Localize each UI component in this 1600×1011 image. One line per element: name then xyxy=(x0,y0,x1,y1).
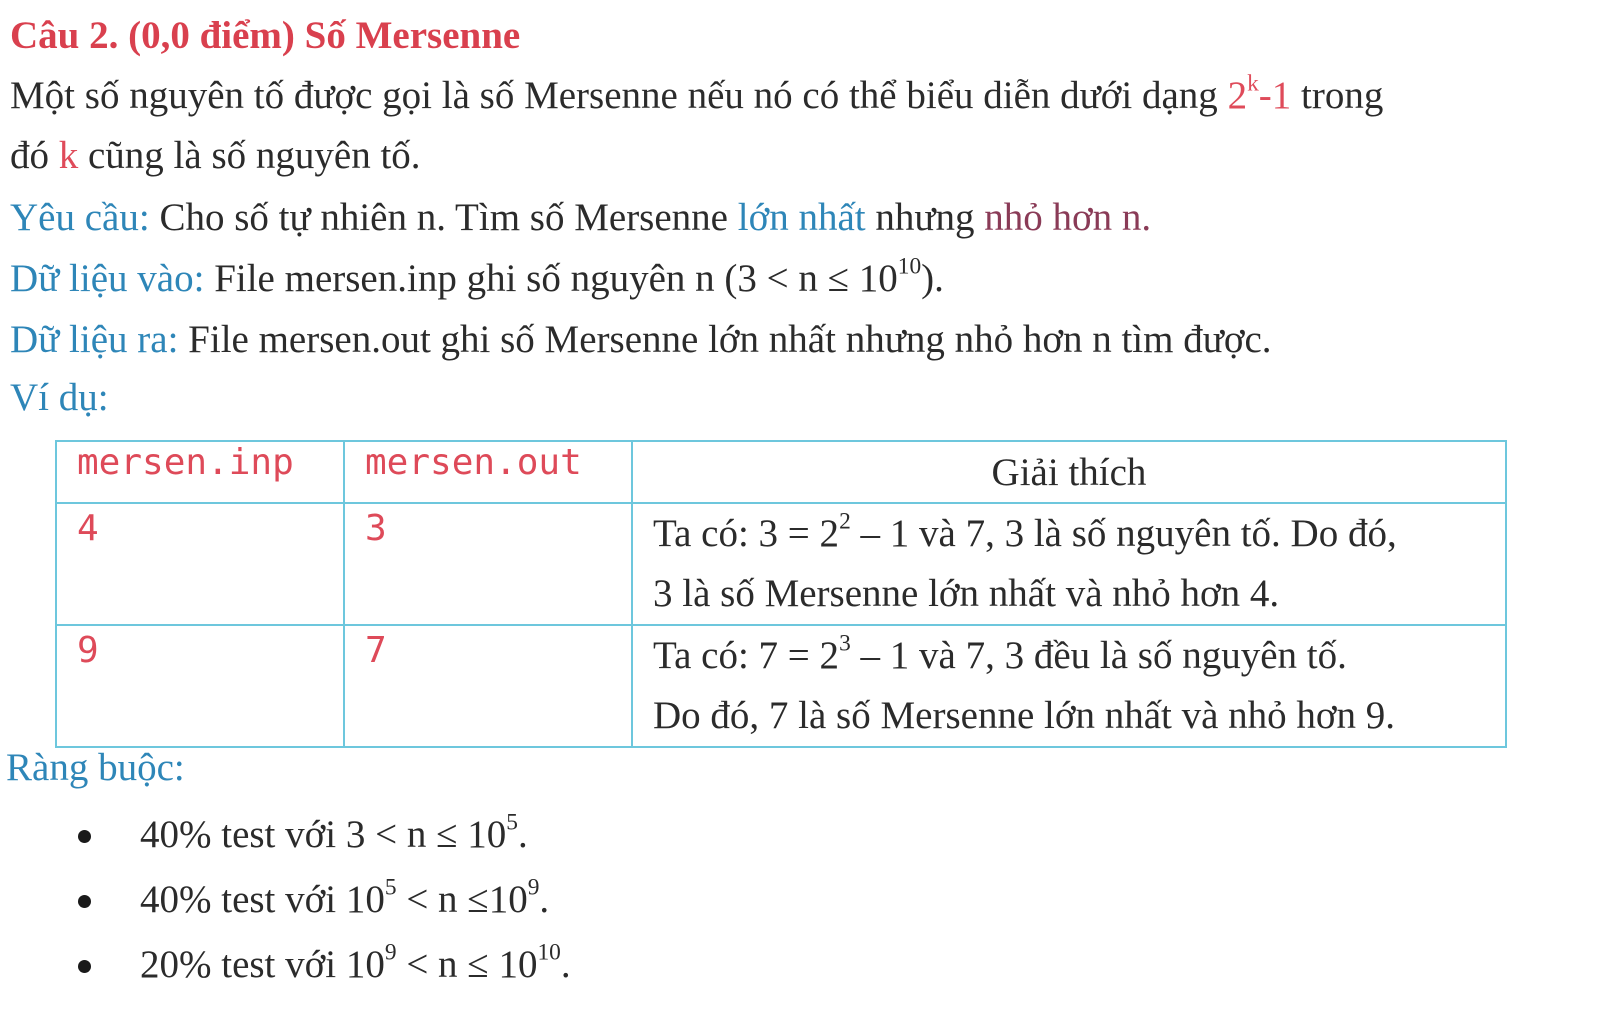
row1-explanation xyxy=(632,503,1506,625)
constraint-1-exponent: 5 xyxy=(506,809,518,836)
constraint-2-exponent-2: 9 xyxy=(527,874,540,901)
row1-explanation-line2: 3 là số Mersenne lớn nhất và nhỏ hơn 4. xyxy=(653,572,1280,615)
variable-k: k xyxy=(58,134,79,177)
constraints-list xyxy=(70,805,571,1000)
requirement-highlight-smaller: nhỏ hơn n. xyxy=(984,196,1152,239)
example-label: Ví dụ: xyxy=(10,376,109,419)
constraint-3-tail: . xyxy=(560,943,571,986)
formula-exponent: k xyxy=(1247,70,1259,97)
constraint-2-tail: . xyxy=(539,878,550,921)
formula-base: 2 xyxy=(1227,74,1248,117)
row2-explanation xyxy=(632,625,1506,747)
row1-input: 4 xyxy=(56,503,344,625)
intro-text: Một số nguyên tố được gọi là số Mersenne nếu nó có thể biểu diễn dưới dạng xyxy=(10,74,1228,117)
requirement-text-2: nhưng xyxy=(865,196,985,239)
bullet-icon xyxy=(78,960,91,973)
constraint-2-exponent: 5 xyxy=(384,874,397,901)
requirement-highlight-largest: lớn nhất xyxy=(737,196,866,239)
header-output-file: mersen.out xyxy=(344,441,632,503)
table-row xyxy=(56,503,1506,625)
list-item xyxy=(70,870,571,935)
intro-line-2 xyxy=(10,134,421,178)
constraint-1-tail: . xyxy=(517,813,528,856)
row1-expl-start: Ta có: 3 = 2 xyxy=(653,512,840,555)
constraint-1-text: 40% test với 3 < n ≤ 10 xyxy=(140,813,507,856)
row2-output: 7 xyxy=(344,625,632,747)
input-spec-line xyxy=(10,253,944,301)
output-spec-text: File mersen.out ghi số Mersenne lớn nhất nhưng nhỏ hơn n tìm được. xyxy=(178,318,1272,361)
intro-line2-end: cũng là số nguyên tố. xyxy=(78,134,421,177)
input-spec-exponent: 10 xyxy=(897,253,922,280)
list-item xyxy=(70,935,571,1000)
row2-expl-exponent: 3 xyxy=(839,630,851,657)
row1-expl-end: – 1 và 7, 3 là số nguyên tố. Do đó, xyxy=(850,512,1397,555)
output-spec-line xyxy=(10,318,1272,362)
intro-text-end: trong xyxy=(1291,74,1384,117)
requirement-label: Yêu cầu: xyxy=(10,196,150,239)
intro-line2-start: đó xyxy=(10,134,59,177)
header-input-file: mersen.inp xyxy=(56,441,344,503)
row1-explanation-line1 xyxy=(653,504,1491,564)
example-table xyxy=(55,440,1507,748)
input-spec-text: File mersen.inp ghi số nguyên n (3 < n ≤ 10 xyxy=(204,257,898,300)
header-explanation: Giải thích xyxy=(632,441,1506,503)
bullet-icon xyxy=(78,895,91,908)
requirement-line xyxy=(10,196,1151,240)
requirement-text: Cho số tự nhiên n. Tìm số Mersenne xyxy=(149,196,738,239)
bullet-icon xyxy=(78,830,91,843)
constraint-3-exponent-2: 10 xyxy=(537,939,561,966)
row2-explanation-line2: Do đó, 7 là số Mersenne lớn nhất và nhỏ hơn 9. xyxy=(653,694,1396,737)
input-spec-tail: ). xyxy=(921,257,944,300)
intro-line-1 xyxy=(10,70,1384,118)
row1-output: 3 xyxy=(344,503,632,625)
table-row xyxy=(56,625,1506,747)
row1-expl-exponent: 2 xyxy=(839,508,851,535)
input-spec-label: Dữ liệu vào: xyxy=(10,257,205,300)
row2-input: 9 xyxy=(56,625,344,747)
constraint-2-text: 40% test với 10 xyxy=(140,878,385,921)
constraint-3-exponent: 9 xyxy=(384,939,397,966)
problem-title: Câu 2. (0,0 điểm) Số Mersenne xyxy=(10,14,521,57)
formula xyxy=(1227,70,1292,117)
list-item xyxy=(70,805,571,870)
constraint-2-mid: < n ≤10 xyxy=(396,878,528,921)
row2-expl-end: – 1 và 7, 3 đều là số nguyên tố. xyxy=(850,634,1347,677)
row2-expl-start: Ta có: 7 = 2 xyxy=(653,634,840,677)
row2-explanation-line1 xyxy=(653,626,1491,686)
constraint-3-text: 20% test với 10 xyxy=(140,943,385,986)
constraints-label: Ràng buộc: xyxy=(6,746,185,789)
formula-tail: -1 xyxy=(1258,74,1292,117)
table-header-row xyxy=(56,441,1506,503)
constraint-3-mid: < n ≤ 10 xyxy=(396,943,538,986)
output-spec-label: Dữ liệu ra: xyxy=(10,318,179,361)
